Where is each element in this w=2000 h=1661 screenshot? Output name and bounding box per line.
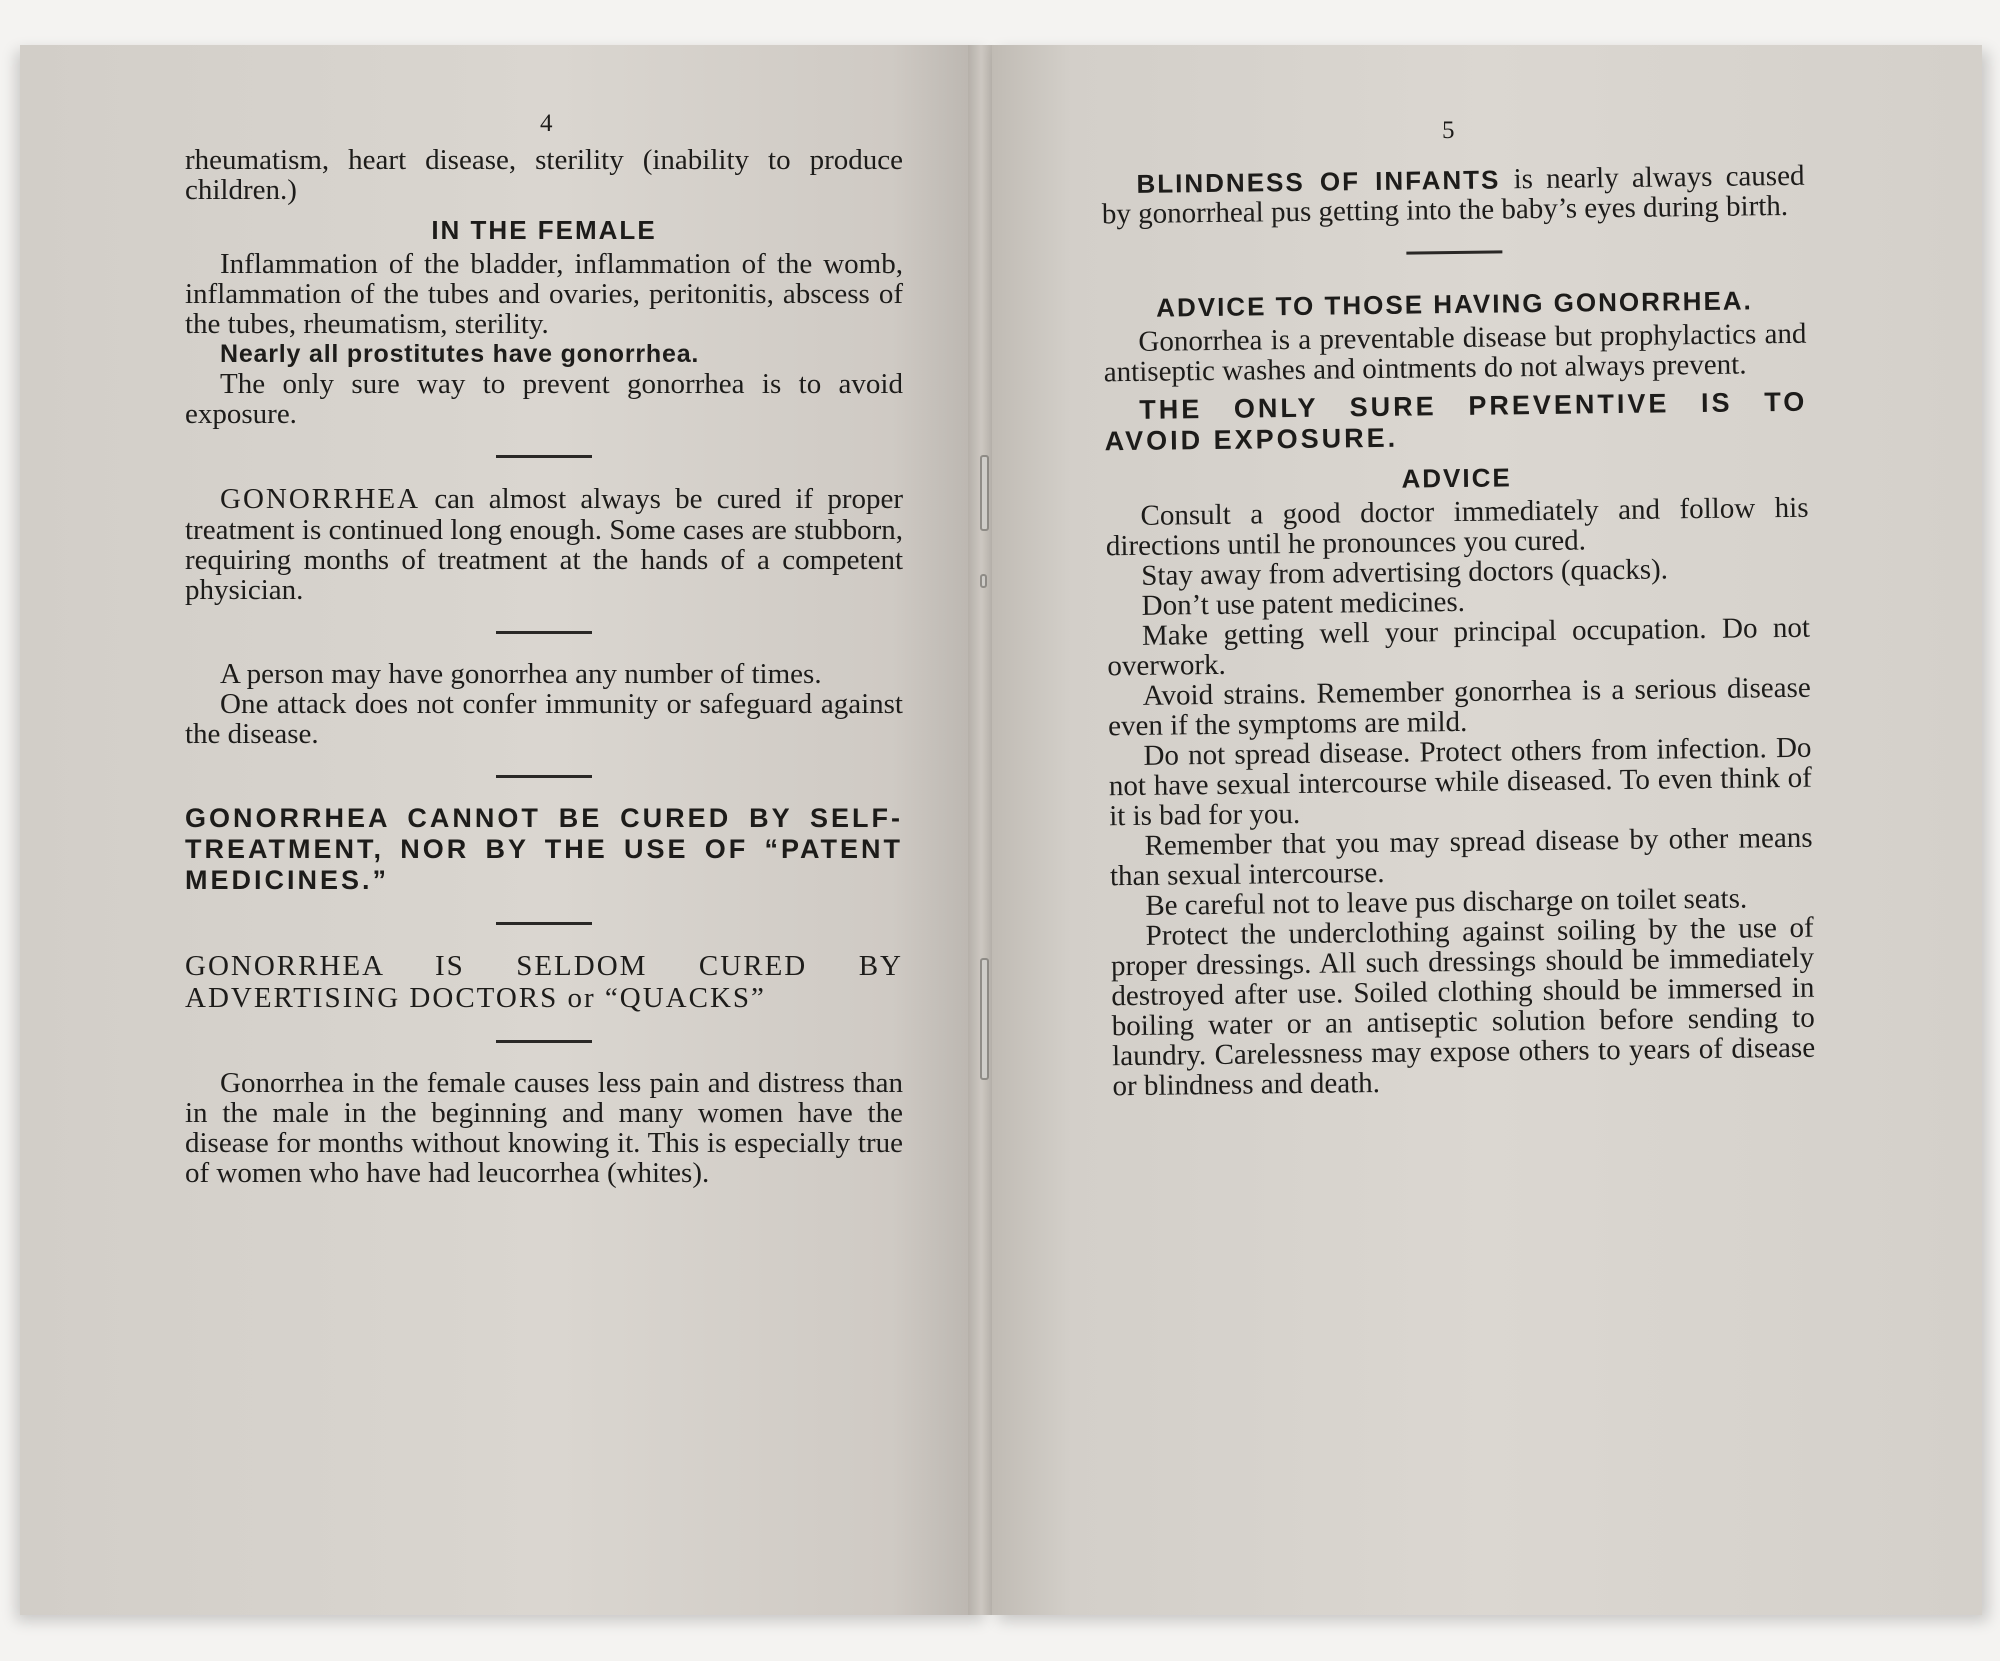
section-divider: [496, 775, 592, 778]
page-number-right: 5: [1442, 117, 1455, 144]
female-pain-paragraph: Gonorrhea in the female causes less pain and distress than in the male in the beginning and many women have the disease for months without knowing it. This is especially true of women who have had leucorrhea (whites).: [185, 1067, 903, 1189]
prostitutes-line: Nearly all prostitutes have gonorrhea.: [220, 340, 700, 368]
cured-paragraph: [185, 483, 903, 605]
right-page-content: [1101, 161, 1815, 1102]
section-divider: [496, 455, 592, 458]
left-page: [20, 45, 988, 1615]
blindness-text: is nearly always caused by gonorrheal pus getting into the baby’s eyes during birth.: [1101, 159, 1805, 231]
advice-item: Protect the underclothing against soiling by the use of proper dressings. All such dressings should be immediately destroyed after use. Soiled clothing should be immersed in boiling water or an antiseptic solution before sending to laundry. Carelessness may expose others to years of disease or blindness and death.: [1110, 911, 1816, 1103]
cured-text: can almost always be cured if proper treatment is continued long enough. Some cases are stubborn, requiring months of treatment at the hands of a competent physician.: [185, 483, 904, 606]
heading-advice: ADVICE: [1401, 462, 1512, 494]
section-divider: [1406, 250, 1502, 254]
times-paragraph: A person may have gonorrhea any number of times.: [220, 658, 822, 690]
advice-item: Stay away from advertising doctors (quacks).: [1141, 553, 1669, 592]
preventable-paragraph: Gonorrhea is a preventable disease but prophylactics and antiseptic washes and ointments do not always prevent.: [1103, 317, 1807, 389]
staple-top: [980, 455, 989, 531]
section-divider: [496, 631, 592, 634]
advice-item: Make getting well your principal occupation. Do not overwork.: [1107, 611, 1811, 683]
blindness-paragraph: [1101, 161, 1805, 230]
prevent-paragraph: The only sure way to prevent gonorrhea is to avoid exposure.: [185, 368, 903, 430]
advice-item: Consult a good doctor immediately and follow his directions until he pronounces you cured.: [1105, 491, 1809, 563]
left-page-content: [185, 145, 903, 1188]
right-page: [992, 45, 1982, 1615]
advice-item: Don’t use patent medicines.: [1141, 585, 1466, 622]
advice-item: Do not spread disease. Protect others from infection. Do not have sexual intercourse while diseased. To even think of it is bad for you.: [1108, 731, 1813, 833]
section-divider: [496, 922, 592, 925]
female-symptoms-paragraph: Inflammation of the bladder, inflammation of the womb, inflammation of the tubes and ovaries, peritonitis, abscess of the tubes, rheumatism, sterility.: [185, 248, 903, 340]
heading-in-the-female: IN THE FEMALE: [431, 215, 657, 245]
staple-bottom: [980, 958, 989, 1080]
self-treatment-warning: GONORRHEA CANNOT BE CURED BY SELF-TREATMENT, NOR BY THE USE OF “PATENT MEDICINES.”: [185, 803, 903, 895]
advice-item: Avoid strains. Remember gonorrhea is a serious disease even if the symptoms are mild.: [1107, 671, 1811, 743]
cured-lead: GONORRHEA: [220, 483, 421, 515]
blindness-lead: BLINDNESS OF INFANTS: [1136, 164, 1501, 199]
staple-mark: [980, 574, 987, 588]
advice-item: Be careful not to leave pus discharge on toilet seats.: [1145, 882, 1748, 922]
advice-item: Remember that you may spread disease by other means than sexual intercourse.: [1109, 821, 1813, 893]
heading-advice-to-those: ADVICE TO THOSE HAVING GONORRHEA.: [1156, 285, 1753, 323]
spine-gutter: [968, 45, 994, 1615]
opening-paragraph: rheumatism, heart disease, sterility (inability to produce children.): [185, 144, 903, 206]
only-sure-preventive: THE ONLY SURE PREVENTIVE IS TO AVOID EXPOSURE.: [1104, 386, 1808, 457]
page-number-left: 4: [540, 110, 553, 137]
immunity-paragraph: One attack does not confer immunity or safeguard against the disease.: [185, 688, 903, 750]
section-divider: [496, 1040, 592, 1043]
quacks-warning: GONORRHEA IS SELDOM CURED BY ADVERTISING DOCTORS or “QUACKS”: [185, 950, 903, 1014]
